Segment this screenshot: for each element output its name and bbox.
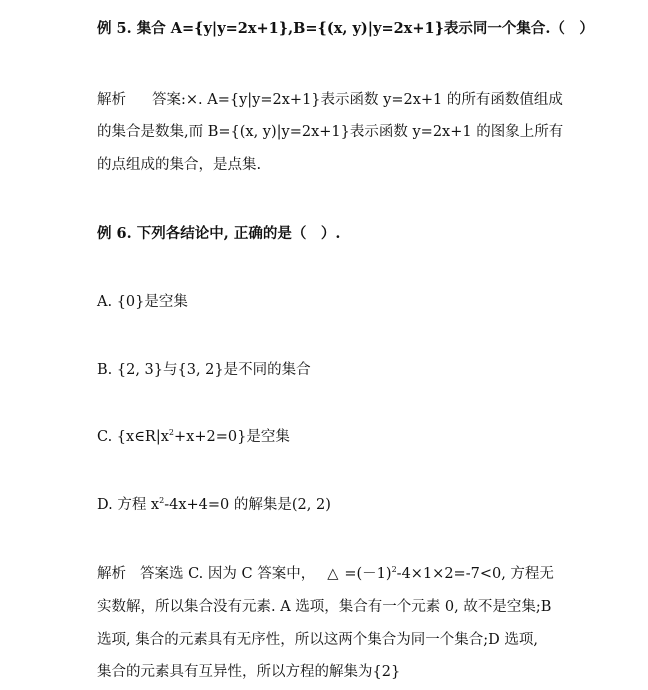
option-c-text-pre: C. {x∈R|x (97, 429, 169, 445)
option-b: B. {2, 3}与{3, 2}是不同的集合 (97, 362, 311, 378)
analysis-label: 解析 (97, 92, 126, 108)
delta-symbol: △ (327, 566, 339, 582)
answer-text: 答案:×. A={y|y=2x+1}表示函数 y=2x+1 的所有函数值组成 (152, 92, 563, 108)
option-d-text-pre: D. 方程 x (97, 497, 160, 513)
example-5-answer-line-1 (97, 90, 563, 110)
option-a: A. {0}是空集 (97, 294, 188, 310)
example-5-answer-line-3: 的点组成的集合，是点集. (97, 157, 262, 173)
answer-exponent: 2 (391, 565, 397, 575)
example-6-answer-line-1 (97, 564, 554, 584)
option-c-text-post: +x+2=0}是空集 (174, 429, 290, 445)
option-d-exponent: 2 (159, 496, 165, 506)
option-d-text-post: -4x+4=0 的解集是(2, 2) (164, 497, 331, 513)
answer-text-post: -4×1×2=-7<0, 方程无 (396, 566, 554, 582)
answer-text-mid: =(－1) (344, 566, 392, 582)
example-6-question: 例 6. 下列各结论中, 正确的是（ ）. (97, 225, 341, 242)
answer-text-pre: 答案选 C. 因为 C 答案中， (140, 566, 316, 582)
example-5-answer-line-2: 的集合是数集,而 B={(x, y)|y=2x+1}表示函数 y=2x+1 的图象上所有 (97, 124, 564, 140)
example-5-question: 例 5. 集合 A={y|y=2x+1},B={(x, y)|y=2x+1}表示同一个集合.（ ） (97, 20, 594, 37)
example-6-answer-line-4: 集合的元素具有互异性，所以方程的解集为{2} (97, 664, 401, 680)
example-6-answer-line-2: 实数解，所以集合没有元素. A 选项，集合有一个元素 0, 故不是空集;B (97, 599, 552, 615)
option-c-exponent: 2 (168, 428, 175, 438)
analysis-label: 解析 (97, 566, 126, 582)
example-6-answer-line-3: 选项, 集合的元素具有无序性，所以这两个集合为同一个集合;D 选项, (97, 632, 538, 648)
option-d (97, 495, 331, 515)
option-c (97, 427, 290, 447)
